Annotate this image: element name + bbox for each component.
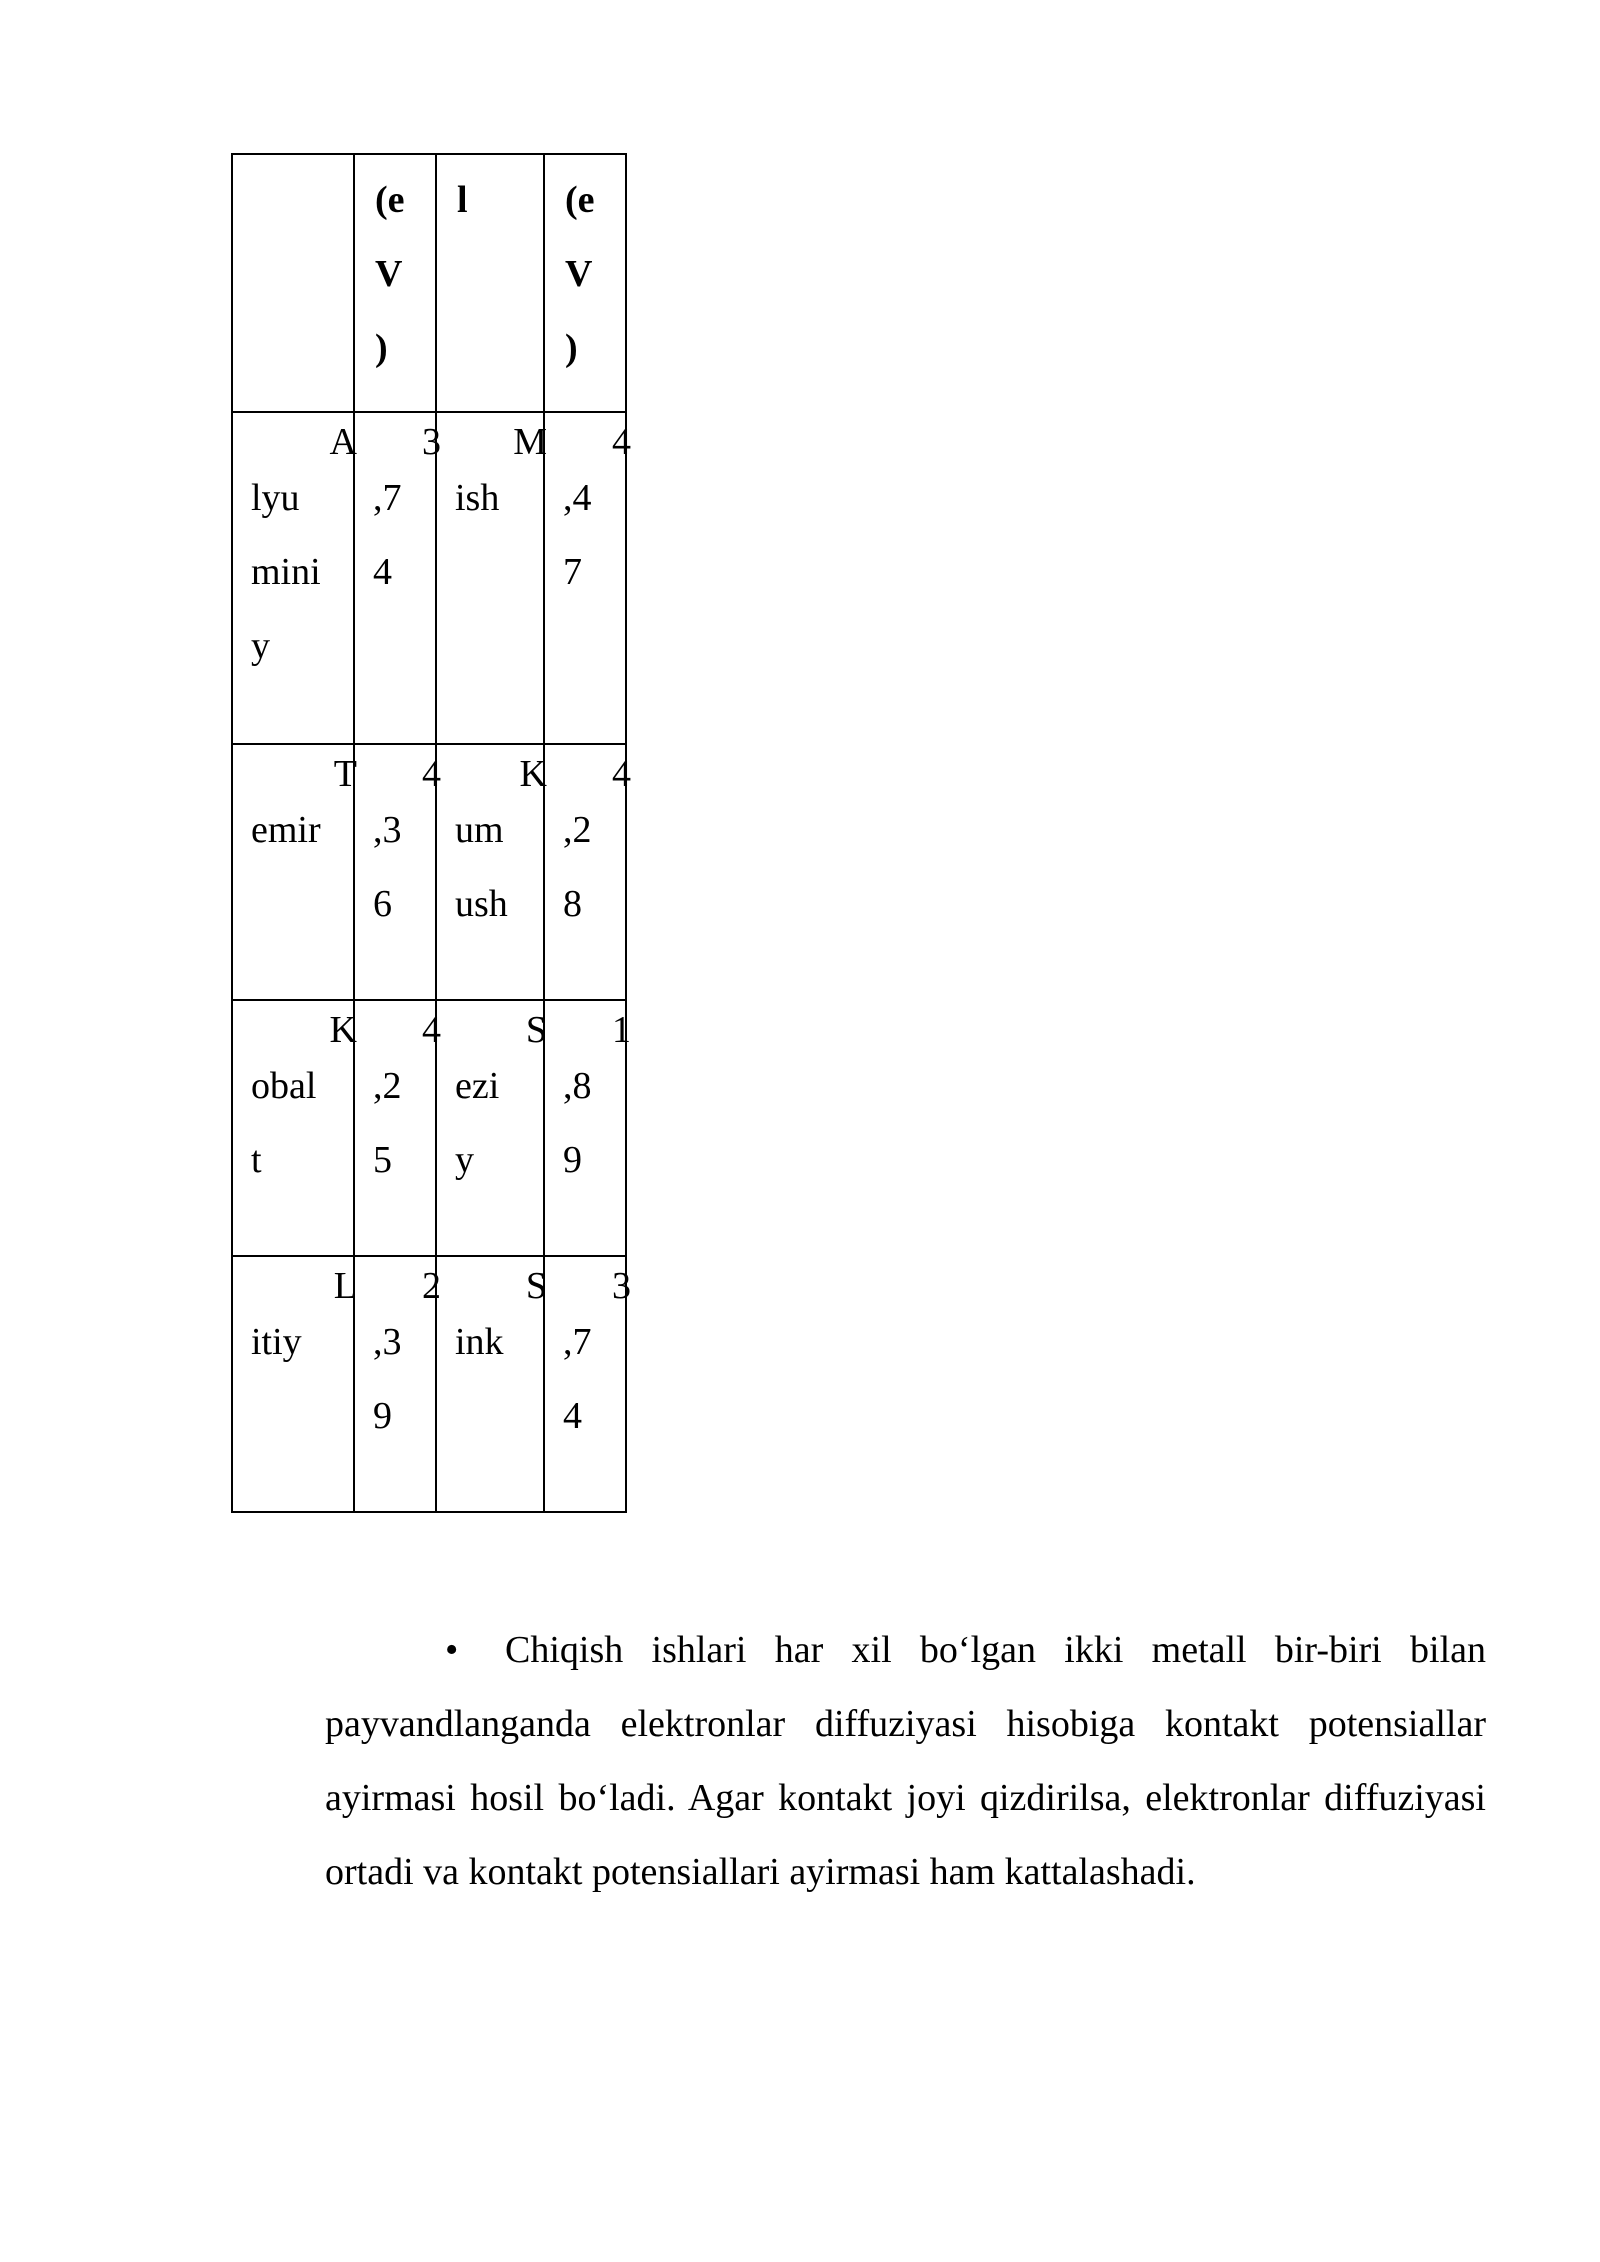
header-cell-4 (544, 154, 626, 412)
metal-name-part: t (251, 1139, 262, 1181)
value-part: ,2 (373, 1065, 402, 1107)
value-part: 6 (373, 883, 392, 925)
work-function-cell (354, 1256, 441, 1512)
work-function-table (231, 153, 631, 1513)
value-head: 4 (612, 421, 631, 463)
value-part: ,3 (373, 1321, 402, 1363)
body-paragraph (325, 1613, 1486, 1909)
metal-initial: A (329, 421, 357, 463)
metal-name-cell (232, 412, 357, 744)
work-function-cell (354, 412, 441, 744)
value-part: ,7 (563, 1321, 592, 1363)
bullet-icon: • (445, 1629, 459, 1671)
work-function-cell (354, 1000, 441, 1256)
header-cell-1 (232, 154, 354, 412)
table-row (232, 744, 626, 1000)
value-head: 2 (422, 1265, 441, 1307)
value-part: 8 (563, 883, 582, 925)
metal-initial: K (519, 753, 547, 795)
value-part: 9 (563, 1139, 582, 1181)
header-cell-2 (354, 154, 436, 412)
value-head: 4 (422, 1009, 441, 1051)
header-text: ) (375, 327, 388, 369)
value-part: 7 (563, 551, 582, 593)
value-part: ,4 (563, 477, 592, 519)
metal-name-part: emir (251, 809, 321, 851)
value-part: ,2 (563, 809, 592, 851)
work-function-cell (544, 1256, 631, 1512)
metal-name-cell (232, 1256, 357, 1512)
metal-name-cell (436, 744, 547, 1000)
metal-name-cell (436, 1000, 547, 1256)
metal-name-part: ink (455, 1321, 504, 1363)
metal-name-part: mini (251, 551, 321, 593)
work-function-cell (544, 744, 631, 1000)
value-part: 4 (373, 551, 392, 593)
value-part: ,7 (373, 477, 402, 519)
header-text: V (375, 253, 403, 295)
header-text: (e (375, 179, 405, 221)
metal-name-part: itiy (251, 1321, 302, 1363)
metal-name-part: ush (455, 883, 508, 925)
metal-name-part: lyu (251, 477, 300, 519)
metal-name-part: y (455, 1139, 474, 1181)
metal-name-cell (436, 1256, 547, 1512)
metal-name-cell (232, 744, 357, 1000)
value-head: 3 (422, 421, 441, 463)
value-head: 1 (612, 1009, 631, 1051)
header-text: (e (565, 179, 595, 221)
metal-initial: S (525, 1009, 547, 1051)
metal-initial: S (525, 1265, 547, 1307)
metal-name-cell (436, 412, 547, 744)
header-cell-3 (436, 154, 544, 412)
metal-initial: T (333, 753, 357, 795)
metal-name-part: y (251, 625, 270, 667)
table-row (232, 1000, 626, 1256)
value-head: 3 (612, 1265, 631, 1307)
header-text: ) (565, 327, 578, 369)
metal-name-cell (232, 1000, 357, 1256)
metal-name-part: obal (251, 1065, 317, 1107)
value-part: 4 (563, 1395, 582, 1437)
table-header-row (232, 154, 626, 412)
value-part: 5 (373, 1139, 392, 1181)
metal-initial: M (513, 421, 547, 463)
value-part: ,3 (373, 809, 402, 851)
header-text: l (457, 179, 468, 221)
metal-name-part: ezi (455, 1065, 500, 1107)
metal-name-part: um (455, 809, 504, 851)
work-function-cell (354, 744, 441, 1000)
header-text: V (565, 253, 593, 295)
table-row (232, 1256, 626, 1512)
work-function-cell (544, 412, 631, 744)
metal-initial: L (333, 1265, 357, 1307)
metal-name-part: ish (455, 477, 500, 519)
work-function-cell (544, 1000, 631, 1256)
table-row (232, 412, 626, 744)
paragraph-text: Chiqish ishlari har xil bo‘lgan ikki metall bir-biri bilan payvandlanganda elektronlar diffuziyasi hisobiga kontakt potensiallar ayirmasi hosil bo‘ladi. Agar kontakt joyi qizdirilsa, elektronlar diffuziyasi ortadi va kontakt potensiallari ayirmasi ham kattalashadi. (325, 1629, 1486, 1893)
value-part: 9 (373, 1395, 392, 1437)
value-head: 4 (612, 753, 631, 795)
value-part: ,8 (563, 1065, 592, 1107)
value-head: 4 (422, 753, 441, 795)
metal-initial: K (329, 1009, 357, 1051)
